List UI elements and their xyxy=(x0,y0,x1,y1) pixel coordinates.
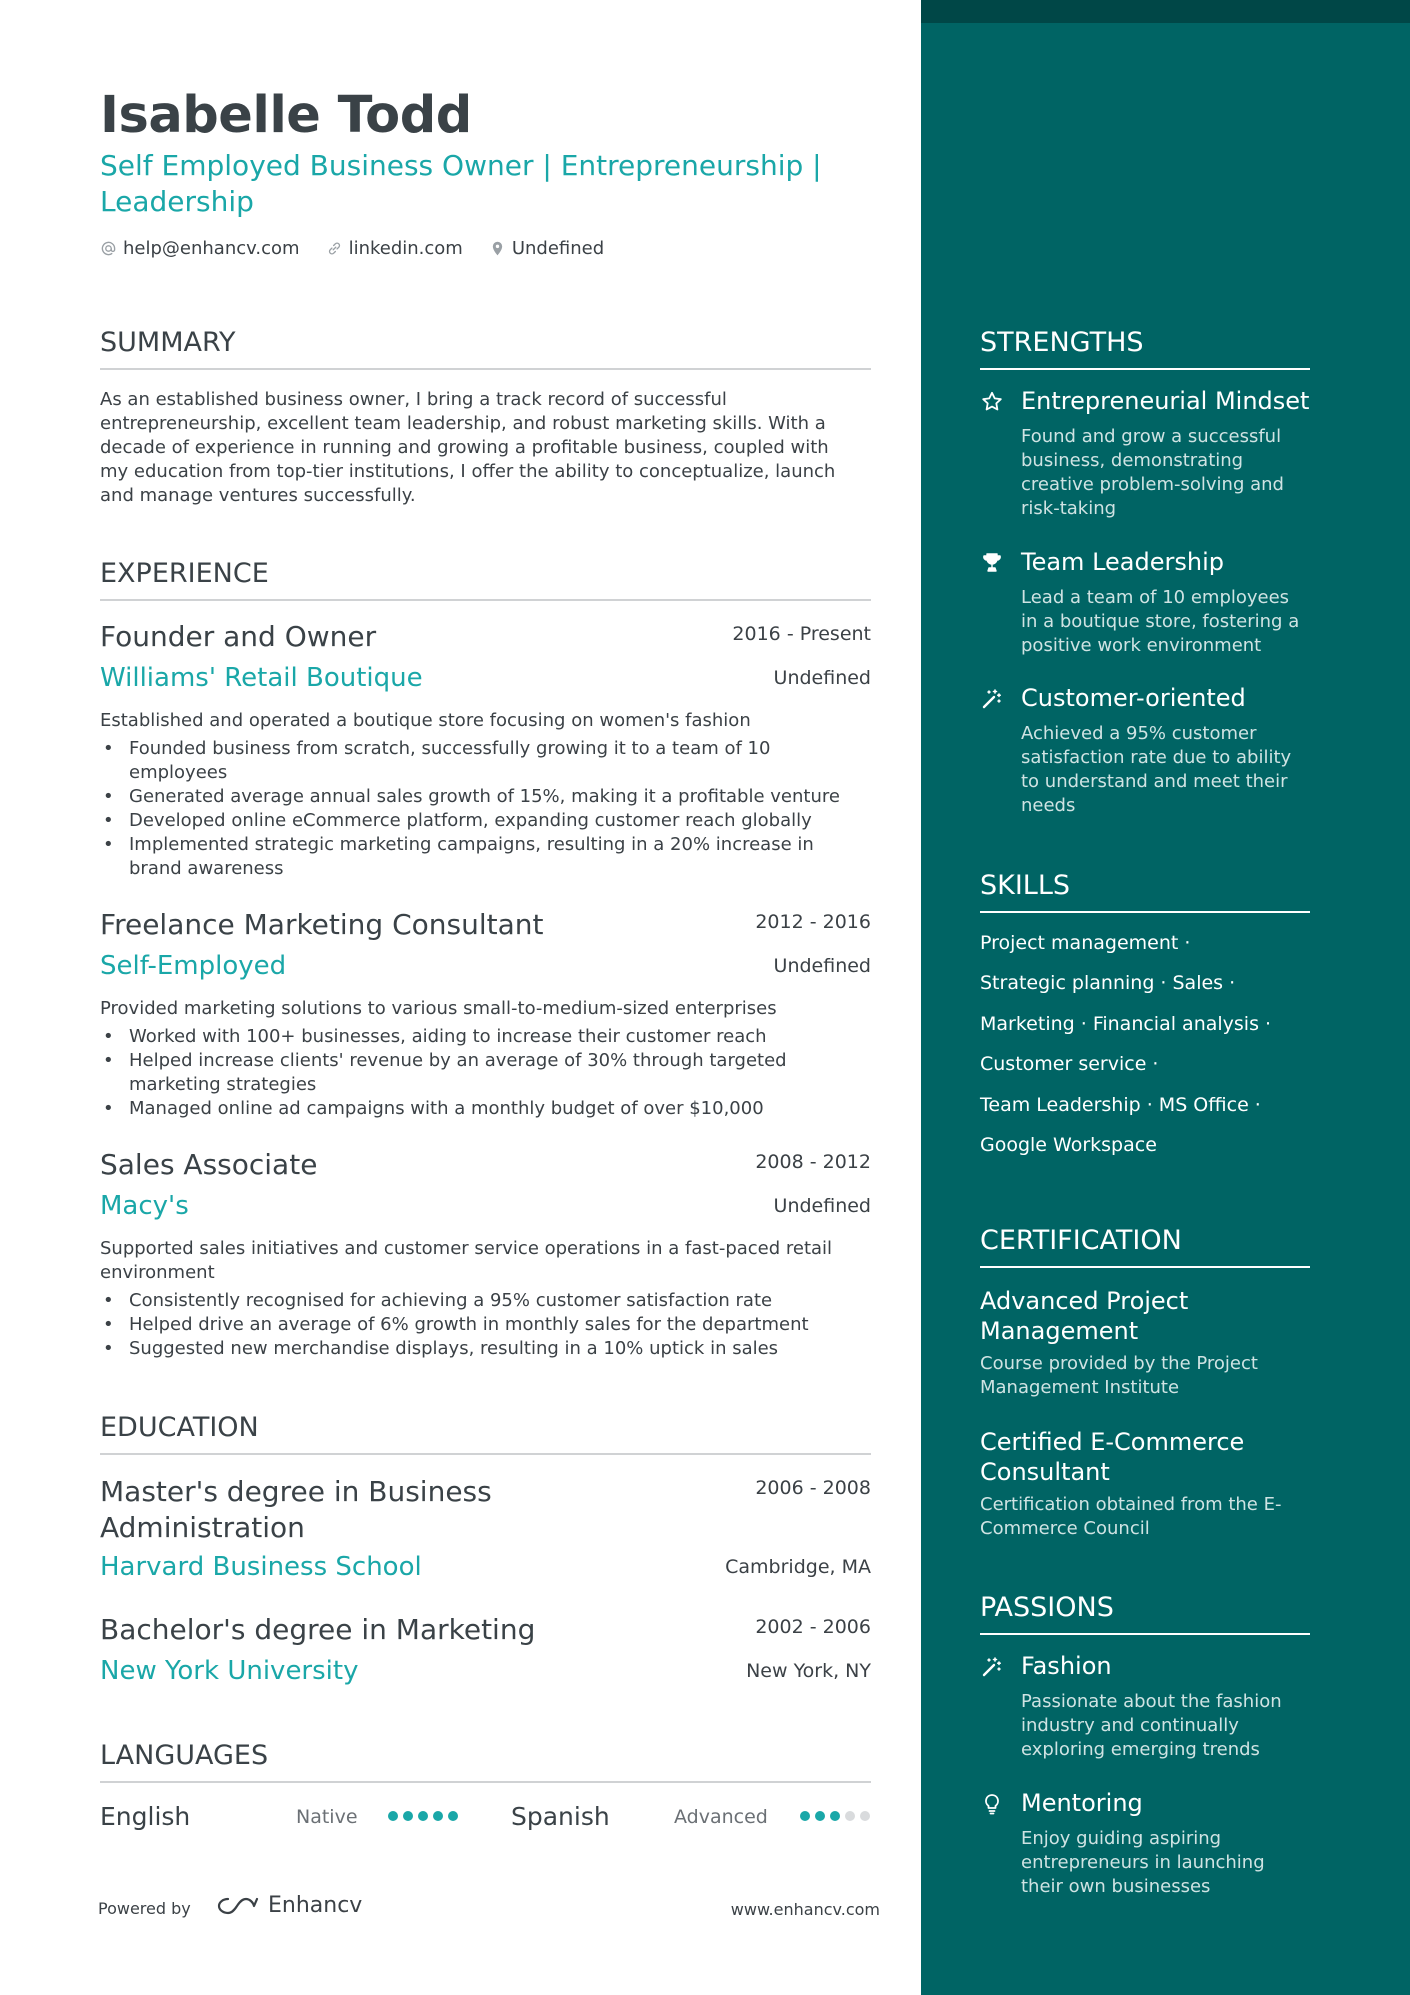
job-location: Undefined xyxy=(773,955,871,977)
lightbulb-icon xyxy=(980,1792,1004,1816)
strength-desc-line: in a boutique store, fostering a xyxy=(1021,611,1300,632)
certification-section-title: CERTIFICATION xyxy=(980,1225,1310,1268)
rating-dot-filled xyxy=(448,1811,458,1821)
cert-title-line: Certified E-Commerce xyxy=(980,1428,1245,1456)
education-date: 2002 - 2006 xyxy=(755,1616,871,1638)
strength-desc-line: business, demonstrating xyxy=(1021,450,1244,471)
job-bullet: • Helped drive an average of 6% growth in monthly sales for the department xyxy=(100,1313,871,1337)
headline-line: Leadership xyxy=(100,185,254,218)
strength-description xyxy=(1021,722,1316,818)
language-name: Spanish xyxy=(511,1802,610,1831)
wand-icon xyxy=(980,687,1004,711)
linkedin-text: linkedin.com xyxy=(348,238,463,259)
language-level: Advanced xyxy=(674,1806,768,1828)
strength-desc-line: Found and grow a successful xyxy=(1021,426,1282,447)
experience-section-title: EXPERIENCE xyxy=(100,558,871,601)
job-location: Undefined xyxy=(773,667,871,689)
email-contact[interactable] xyxy=(100,238,300,259)
summary-line: entrepreneurship, excellent team leadership, and robust marketing skills. With a xyxy=(100,413,826,434)
certification-title xyxy=(980,1427,1310,1487)
location-text: Undefined xyxy=(511,238,605,259)
passion-title: Mentoring xyxy=(1021,1789,1143,1817)
strength-desc-line: Lead a team of 10 employees xyxy=(1021,587,1290,608)
sidebar xyxy=(921,0,1410,1995)
candidate-name: Isabelle Todd xyxy=(100,86,472,145)
footer-website[interactable]: www.enhancv.com xyxy=(730,1900,880,1919)
summary-text xyxy=(100,388,871,508)
job-company: Self-Employed xyxy=(100,951,287,981)
enhancv-brand-text: Enhancv xyxy=(268,1893,363,1918)
passion-desc-line: Enjoy guiding aspiring xyxy=(1021,1828,1222,1849)
job-description: Provided marketing solutions to various small-to-medium-sized enterprises xyxy=(100,998,777,1019)
strength-desc-line: Achieved a 95% customer xyxy=(1021,723,1257,744)
skills-section-title: SKILLS xyxy=(980,870,1310,913)
email-text: help@enhancv.com xyxy=(123,238,300,259)
summary-section-title: SUMMARY xyxy=(100,327,871,370)
job-description: Established and operated a boutique store focusing on women's fashion xyxy=(100,710,751,731)
cert-title-line: Management xyxy=(980,1317,1139,1345)
passion-description xyxy=(1021,1827,1316,1899)
language-level: Native xyxy=(296,1806,358,1828)
education-school: New York University xyxy=(100,1656,359,1686)
passions-section-title: PASSIONS xyxy=(980,1592,1310,1635)
strength-title: Team Leadership xyxy=(1021,548,1224,576)
education-degree xyxy=(100,1474,492,1546)
star-icon xyxy=(980,390,1004,414)
job-location: Undefined xyxy=(773,1195,871,1217)
skill-line: Project management · xyxy=(980,932,1191,954)
strength-desc-line: needs xyxy=(1021,795,1076,816)
certification-title xyxy=(980,1286,1310,1346)
strength-desc-line: risk-taking xyxy=(1021,498,1117,519)
summary-line: decade of experience in running and growing a profitable business, coupled with xyxy=(100,437,829,458)
cert-desc-line: Commerce Council xyxy=(980,1518,1150,1539)
cert-desc-line: Course provided by the Project xyxy=(980,1353,1258,1374)
strength-desc-line: positive work environment xyxy=(1021,635,1262,656)
job-bullet: • Developed online eCommerce platform, expanding customer reach globally xyxy=(100,809,871,833)
passion-desc-line: Passionate about the fashion xyxy=(1021,1691,1282,1712)
job-bullets xyxy=(100,1025,871,1121)
powered-by-text: Powered by xyxy=(98,1899,191,1918)
language-rating-spanish xyxy=(800,1811,870,1821)
summary-line: As an established business owner, I bring a track record of successful xyxy=(100,389,727,410)
location-pin-icon xyxy=(489,240,506,257)
strength-description xyxy=(1021,586,1316,658)
rating-dot-filled xyxy=(830,1811,840,1821)
job-bullet: • Generated average annual sales growth of 15%, making it a profitable venture xyxy=(100,785,871,809)
job-title: Founder and Owner xyxy=(100,620,377,653)
summary-line: my education from top-tier institutions, I offer the ability to conceptualize, launch xyxy=(100,461,836,482)
job-bullet: • Worked with 100+ businesses, aiding to increase their customer reach xyxy=(100,1025,871,1049)
skill-line: Google Workspace xyxy=(980,1134,1157,1156)
education-degree: Bachelor's degree in Marketing xyxy=(100,1613,536,1646)
job-date: 2016 - Present xyxy=(732,623,871,645)
rating-dot-filled xyxy=(433,1811,443,1821)
strength-description xyxy=(1021,425,1316,521)
education-date: 2006 - 2008 xyxy=(755,1477,871,1499)
certification-description xyxy=(980,1493,1310,1541)
strength-desc-line: satisfaction rate due to ability xyxy=(1021,747,1292,768)
job-bullet: • Implemented strategic marketing campaigns, resulting in a 20% increase in brand awareness xyxy=(100,833,871,881)
cert-desc-line: Management Institute xyxy=(980,1377,1180,1398)
rating-dot-filled xyxy=(418,1811,428,1821)
passion-desc-line: industry and continually xyxy=(1021,1715,1239,1736)
job-bullet: • Managed online ad campaigns with a monthly budget of over $10,000 xyxy=(100,1097,871,1121)
job-bullet: • Helped increase clients' revenue by an average of 30% through targeted marketing strategies xyxy=(100,1049,871,1097)
education-location: Cambridge, MA xyxy=(725,1556,871,1578)
enhancv-logo[interactable] xyxy=(216,1893,362,1918)
cert-title-line: Consultant xyxy=(980,1458,1110,1486)
rating-dot-filled xyxy=(815,1811,825,1821)
job-company: Macy's xyxy=(100,1191,189,1221)
passion-desc-line: their own businesses xyxy=(1021,1876,1211,1897)
headline-line: Self Employed Business Owner | Entrepreneurship | xyxy=(100,149,822,182)
languages-row xyxy=(100,1800,871,1834)
education-location: New York, NY xyxy=(746,1660,871,1682)
rating-dot-filled xyxy=(388,1811,398,1821)
education-school: Harvard Business School xyxy=(100,1552,422,1582)
strength-title: Customer-oriented xyxy=(1021,684,1246,712)
footer xyxy=(98,1893,880,1923)
passion-desc-line: exploring emerging trends xyxy=(1021,1739,1260,1760)
job-description xyxy=(100,1237,871,1285)
wand-icon xyxy=(980,1655,1004,1679)
job-company: Williams' Retail Boutique xyxy=(100,663,423,693)
strength-desc-line: creative problem-solving and xyxy=(1021,474,1284,495)
job-bullet: • Consistently recognised for achieving a 95% customer satisfaction rate xyxy=(100,1289,871,1313)
strength-desc-line: to understand and meet their xyxy=(1021,771,1288,792)
job-title: Freelance Marketing Consultant xyxy=(100,908,544,941)
job-bullet: • Founded business from scratch, successfully growing it to a team of 10 employees xyxy=(100,737,871,785)
strengths-section-title: STRENGTHS xyxy=(980,327,1310,370)
summary-line: and manage ventures successfully. xyxy=(100,485,416,506)
skill-line: Marketing · Financial analysis · xyxy=(980,1013,1272,1035)
enhancv-logo-icon xyxy=(216,1895,262,1917)
passion-title: Fashion xyxy=(1021,1652,1112,1680)
job-title: Sales Associate xyxy=(100,1148,318,1181)
job-bullets xyxy=(100,737,871,881)
language-rating-english xyxy=(388,1811,458,1821)
candidate-headline xyxy=(100,148,860,220)
strength-title: Entrepreneurial Mindset xyxy=(1021,387,1310,415)
job-description-line: environment xyxy=(100,1262,215,1283)
cert-desc-line: Certification obtained from the E- xyxy=(980,1494,1282,1515)
certification-description xyxy=(980,1352,1310,1400)
job-date: 2008 - 2012 xyxy=(755,1151,871,1173)
languages-section-title: LANGUAGES xyxy=(100,1740,871,1783)
job-bullets xyxy=(100,1289,871,1361)
cert-title-line: Advanced Project xyxy=(980,1287,1189,1315)
location-contact xyxy=(489,238,604,259)
at-icon xyxy=(100,240,117,257)
rating-dot-empty xyxy=(860,1811,870,1821)
rating-dot-filled xyxy=(403,1811,413,1821)
sidebar-top-bar xyxy=(921,0,1410,23)
degree-line: Administration xyxy=(100,1511,305,1544)
language-name: English xyxy=(100,1802,191,1831)
rating-dot-filled xyxy=(800,1811,810,1821)
job-description-line: Supported sales initiatives and customer service operations in a fast-paced retail xyxy=(100,1238,833,1259)
contact-info xyxy=(100,238,604,259)
linkedin-contact[interactable] xyxy=(326,238,463,259)
skill-line: Team Leadership · MS Office · xyxy=(980,1094,1261,1116)
trophy-icon xyxy=(980,551,1004,575)
rating-dot-empty xyxy=(845,1811,855,1821)
skill-line: Customer service · xyxy=(980,1053,1159,1075)
passion-desc-line: entrepreneurs in launching xyxy=(1021,1852,1265,1873)
degree-line: Master's degree in Business xyxy=(100,1475,492,1508)
education-section-title: EDUCATION xyxy=(100,1412,871,1455)
link-icon xyxy=(326,240,343,257)
job-date: 2012 - 2016 xyxy=(755,911,871,933)
skill-line: Strategic planning · Sales · xyxy=(980,972,1236,994)
job-bullet: • Suggested new merchandise displays, resulting in a 10% uptick in sales xyxy=(100,1337,871,1361)
passion-description xyxy=(1021,1690,1316,1762)
